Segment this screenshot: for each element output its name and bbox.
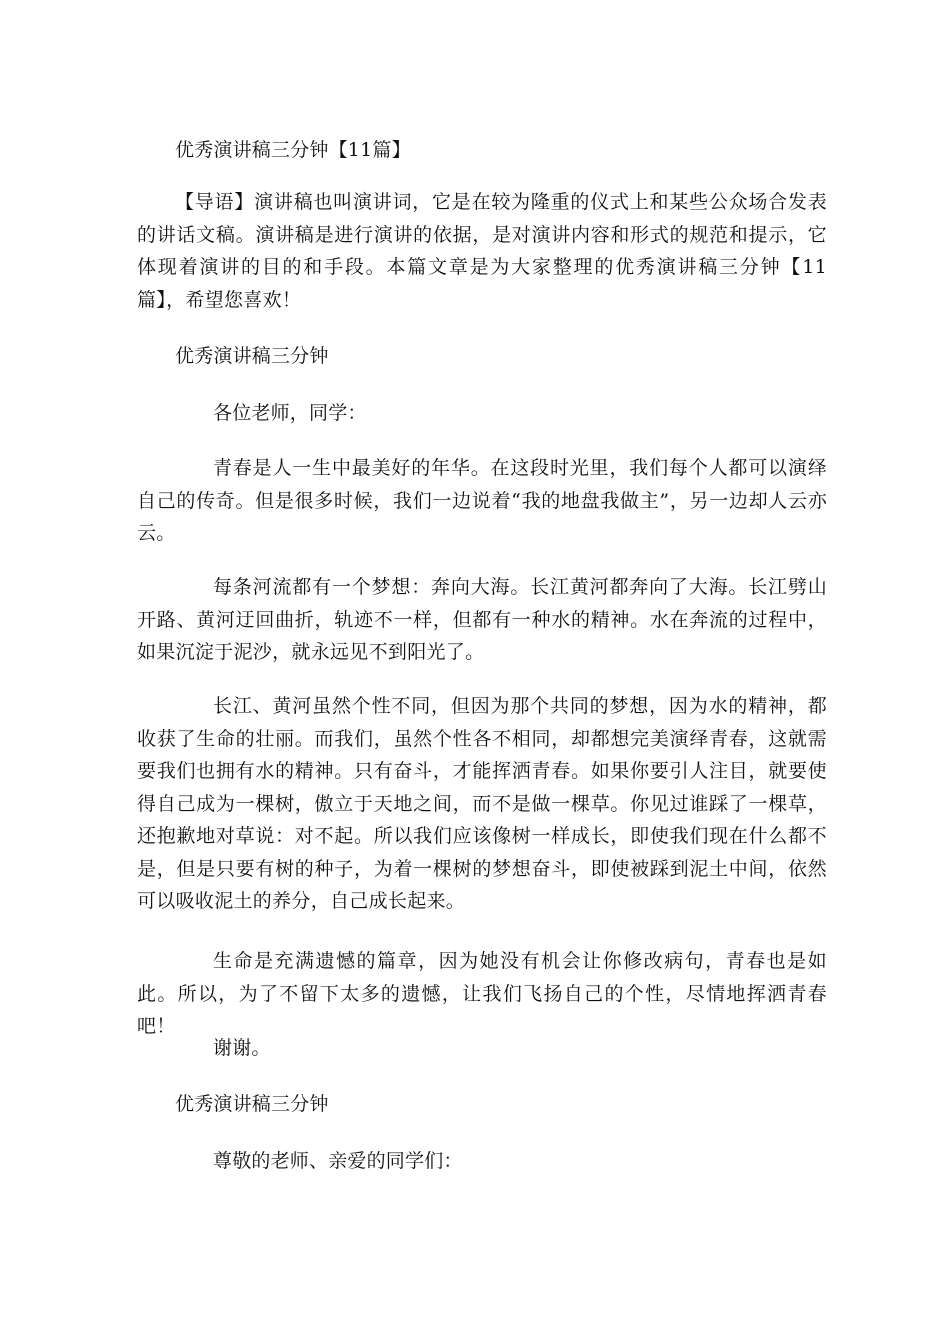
body-paragraph: 青春是人一生中最美好的年华。在这段时光里，我们每个人都可以演绎自己的传奇。但是很多时候，我们一边说着“我的地盘我做主”，另一边却人云亦云。 [137,457,827,544]
section-heading: 优秀演讲稿三分钟 [175,1093,329,1115]
intro-paragraph: 【导语】演讲稿也叫演讲词，它是在较为隆重的仪式上和某些公众场合发表的讲话文稿。演讲稿是进行演讲的依据，是对演讲内容和形式的规范和提示，它体现着演讲的目的和手段。本篇文章是为大家整理的优秀演讲稿三分钟【11篇】，希望您喜欢！ [137,191,827,311]
salutation: 各位老师，同学： [213,402,367,424]
body-paragraph: 长江、黄河虽然个性不同，但因为那个共同的梦想，因为水的精神，都收获了生命的壮丽。而我们，虽然个性各不相同，却都想完美演绎青春，这就需要我们也拥有水的精神。只有奋斗，才能挥洒青春。如果你要引人注目，就要使得自己成为一棵树，傲立于天地之间，而不是做一棵草。你见过谁踩了一棵草，还抱歉地对草说：对不起。所以我们应该像树一样成长，即使我们现在什么都不是，但是只要有树的种子，为着一棵树的梦想奋斗，即使被踩到泥土中间，依然可以吸收泥土的养分，自己成长起来。 [137,695,827,912]
closing-text: 谢谢。 [213,1037,271,1059]
body-paragraph: 生命是充满遗憾的篇章，因为她没有机会让你修改病句，青春也是如此。所以，为了不留下太多的遗憾，让我们飞扬自己的个性，尽情地挥洒青春吧！ [137,950,827,1037]
section-heading: 优秀演讲稿三分钟 [175,345,329,367]
body-paragraph: 每条河流都有一个梦想：奔向大海。长江黄河都奔向了大海。长江劈山开路、黄河迂回曲折，轨迹不一样，但都有一种水的精神。水在奔流的过程中，如果沉淀于泥沙，就永远见不到阳光了。 [137,576,827,663]
document-title: 优秀演讲稿三分钟【11篇】 [175,139,411,161]
salutation: 尊敬的老师、亲爱的同学们： [213,1150,463,1172]
